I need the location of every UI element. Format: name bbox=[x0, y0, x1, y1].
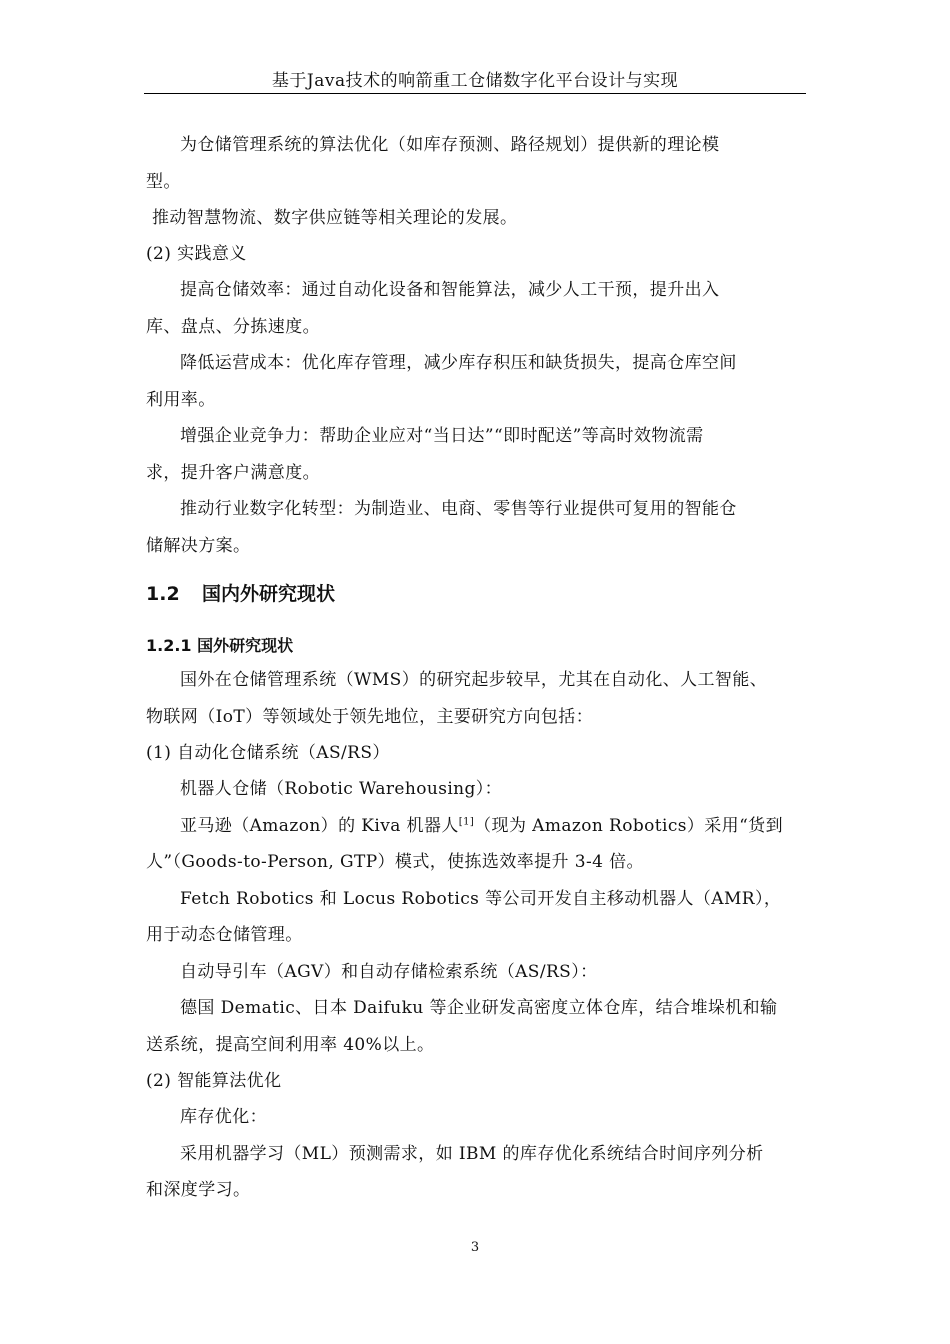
list-heading: (2) 智能算法优化 bbox=[146, 1071, 282, 1091]
paragraph-line: Fetch Robotics 和 Locus Robotics 等公司开发自主移动机器人（AMR）， bbox=[180, 889, 782, 909]
text-run: 亚马逊（Amazon）的 Kiva 机器人 bbox=[180, 816, 459, 836]
paragraph-line: 求，提升客户满意度。 bbox=[146, 463, 320, 483]
header-rule bbox=[144, 93, 806, 94]
paragraph-line: 德国 Dematic、日本 Daifuku 等企业研发高密度立体仓库，结合堆垛机和输 bbox=[180, 998, 778, 1018]
paragraph-line: 为仓储管理系统的算法优化（如库存预测、路径规划）提供新的理论模 bbox=[180, 135, 720, 155]
paragraph-line bbox=[180, 816, 783, 836]
running-header: 基于Java技术的响箭重工仓储数字化平台设计与实现 bbox=[271, 71, 679, 91]
list-heading: (1) 自动化仓储系统（AS/RS） bbox=[146, 743, 390, 763]
section-heading bbox=[146, 583, 335, 605]
paragraph-line: 送系统，提高空间利用率 40%以上。 bbox=[146, 1035, 435, 1055]
paragraph-line: 推动智慧物流、数字供应链等相关理论的发展。 bbox=[152, 208, 518, 228]
paragraph-line: 机器人仓储（Robotic Warehousing）： bbox=[180, 779, 503, 799]
paragraph-line: 提高仓储效率：通过自动化设备和智能算法，减少人工干预，提升出入 bbox=[180, 280, 720, 300]
paragraph-line: 国外在仓储管理系统（WMS）的研究起步较早，尤其在自动化、人工智能、 bbox=[180, 670, 768, 690]
subsection-heading: 1.2.1 国外研究现状 bbox=[146, 636, 294, 655]
paragraph-line: 用于动态仓储管理。 bbox=[146, 925, 303, 945]
text-run: （现为 Amazon Robotics）采用“货到 bbox=[474, 816, 783, 836]
paragraph-line: 增强企业竞争力：帮助企业应对“当日达”“即时配送”等高时效物流需 bbox=[180, 426, 704, 446]
paragraph-line: 降低运营成本：优化库存管理，减少库存积压和缺货损失，提高仓库空间 bbox=[180, 353, 737, 373]
paragraph-line: 物联网（IoT）等领域处于领先地位，主要研究方向包括： bbox=[146, 707, 594, 727]
section-number: 1.2 bbox=[146, 583, 180, 605]
list-heading: (2) 实践意义 bbox=[146, 244, 247, 264]
paragraph-line: 型。 bbox=[146, 172, 181, 192]
paragraph-line: 储解决方案。 bbox=[146, 536, 251, 556]
paragraph-line: 利用率。 bbox=[146, 390, 216, 410]
citation-ref: [1] bbox=[458, 816, 475, 828]
paragraph-line: 库存优化： bbox=[180, 1107, 267, 1127]
section-title: 国内外研究现状 bbox=[202, 583, 336, 605]
paragraph-line: 和深度学习。 bbox=[146, 1180, 251, 1200]
page-number: 3 bbox=[470, 1240, 480, 1255]
paragraph-line: 采用机器学习（ML）预测需求，如 IBM 的库存优化系统结合时间序列分析 bbox=[180, 1144, 764, 1164]
paragraph-line: 库、盘点、分拣速度。 bbox=[146, 317, 320, 337]
paragraph-line: 人”（Goods-to-Person, GTP）模式，使拣选效率提升 3-4 倍。 bbox=[146, 852, 644, 872]
paragraph-line: 自动导引车（AGV）和自动存储检索系统（AS/RS）： bbox=[180, 962, 598, 982]
paragraph-line: 推动行业数字化转型：为制造业、电商、零售等行业提供可复用的智能仓 bbox=[180, 499, 737, 519]
